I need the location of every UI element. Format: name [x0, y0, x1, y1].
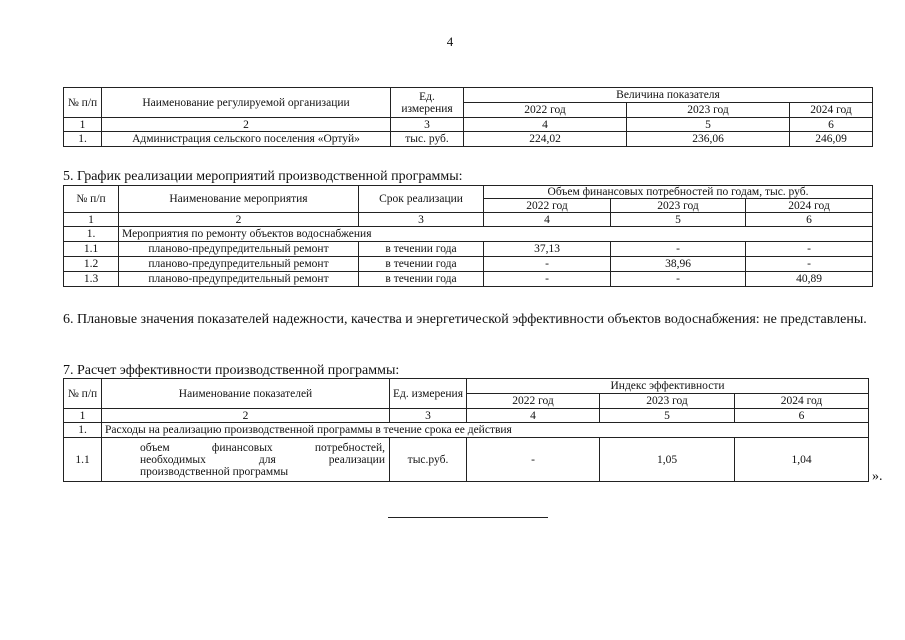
row-no: 1.1 — [64, 242, 119, 257]
column-number: 6 — [735, 409, 869, 423]
column-number: 5 — [627, 118, 790, 132]
header-efficiency-index: Индекс эффективности — [467, 379, 869, 394]
row-value-2022: 224,02 — [464, 132, 627, 147]
row-value-2023: - — [611, 272, 746, 287]
row-value-2022: - — [484, 272, 611, 287]
column-number: 6 — [746, 213, 873, 227]
row-indicator-name: объем финансовых потребностей, необходимых для реализации производственной программы — [102, 438, 390, 482]
column-number: 4 — [464, 118, 627, 132]
row-activity-name: планово-предупредительный ремонт — [119, 242, 359, 257]
section5-heading: 5. График реализации мероприятий производственной программы: — [63, 169, 463, 184]
organization-indicator-table — [63, 87, 873, 147]
row-value-2022: 37,13 — [484, 242, 611, 257]
header-year-2023: 2023 год — [627, 103, 790, 118]
section6-text: 6. Плановые значения показателей надежности, качества и энергетической эффективности объектов водоснабжения: не представлены. — [63, 312, 867, 327]
row-value-2023: 1,05 — [600, 438, 735, 482]
table-row — [64, 132, 873, 147]
closing-quote: ». — [872, 469, 883, 484]
table-row — [64, 438, 869, 482]
header-no: № п/п — [64, 186, 119, 213]
group-row — [64, 423, 869, 438]
column-number: 6 — [790, 118, 873, 132]
row-value-2024: 40,89 — [746, 272, 873, 287]
header-no: № п/п — [64, 88, 102, 118]
header-no: № п/п — [64, 379, 102, 409]
row-value-2024: 1,04 — [735, 438, 869, 482]
row-value-2024: - — [746, 242, 873, 257]
table-row — [64, 257, 873, 272]
header-indicator-value: Величина показателя — [464, 88, 873, 103]
table-row — [64, 272, 873, 287]
column-number: 1 — [64, 213, 119, 227]
column-number: 4 — [484, 213, 611, 227]
column-number: 2 — [119, 213, 359, 227]
header-year-2023: 2023 год — [600, 394, 735, 409]
page-number: 4 — [446, 34, 454, 49]
row-unit: тыс.руб. — [390, 438, 467, 482]
row-term: в течении года — [359, 257, 484, 272]
column-number: 4 — [467, 409, 600, 423]
column-number: 5 — [600, 409, 735, 423]
section7-heading: 7. Расчет эффективности производственной программы: — [63, 363, 400, 378]
column-number: 3 — [391, 118, 464, 132]
row-value-2024: - — [746, 257, 873, 272]
column-number: 2 — [102, 409, 390, 423]
column-number: 3 — [359, 213, 484, 227]
row-no: 1.3 — [64, 272, 119, 287]
header-year-2023: 2023 год — [611, 199, 746, 213]
column-number: 1 — [64, 118, 102, 132]
header-activity-name: Наименование мероприятия — [119, 186, 359, 213]
row-unit: тыс. руб. — [391, 132, 464, 147]
header-year-2024: 2024 год — [746, 199, 873, 213]
group-row — [64, 227, 873, 242]
row-value-2024: 246,09 — [790, 132, 873, 147]
header-year-2022: 2022 год — [467, 394, 600, 409]
row-no: 1. — [64, 132, 102, 147]
header-unit: Ед. измерения — [390, 379, 467, 409]
header-unit: Ед. измерения — [391, 88, 464, 118]
efficiency-calculation-table — [63, 378, 869, 482]
row-term: в течении года — [359, 272, 484, 287]
header-year-2024: 2024 год — [790, 103, 873, 118]
header-indicator-name: Наименование показателей — [102, 379, 390, 409]
header-year-2024: 2024 год — [735, 394, 869, 409]
row-value-2023: 38,96 — [611, 257, 746, 272]
header-financial-needs: Объем финансовых потребностей по годам, тыс. руб. — [484, 186, 873, 199]
column-number: 1 — [64, 409, 102, 423]
group-no: 1. — [64, 227, 119, 242]
row-activity-name: планово-предупредительный ремонт — [119, 257, 359, 272]
column-number: 5 — [611, 213, 746, 227]
activities-schedule-table — [63, 185, 873, 287]
row-no: 1.2 — [64, 257, 119, 272]
row-value-2022: - — [484, 257, 611, 272]
header-organization-name: Наименование регулируемой организации — [102, 88, 391, 118]
row-activity-name: планово-предупредительный ремонт — [119, 272, 359, 287]
row-value-2022: - — [467, 438, 600, 482]
row-term: в течении года — [359, 242, 484, 257]
footer-separator-line — [388, 517, 548, 518]
header-year-2022: 2022 год — [484, 199, 611, 213]
header-year-2022: 2022 год — [464, 103, 627, 118]
column-number: 2 — [102, 118, 391, 132]
row-value-2023: - — [611, 242, 746, 257]
row-value-2023: 236,06 — [627, 132, 790, 147]
row-no: 1.1 — [64, 438, 102, 482]
column-number: 3 — [390, 409, 467, 423]
group-name: Мероприятия по ремонту объектов водоснабжения — [119, 227, 873, 242]
table-row — [64, 242, 873, 257]
group-no: 1. — [64, 423, 102, 438]
row-organization-name: Администрация сельского поселения «Ортуй» — [102, 132, 391, 147]
group-name: Расходы на реализацию производственной программы в течение срока ее действия — [102, 423, 869, 438]
header-term: Срок реализации — [359, 186, 484, 213]
